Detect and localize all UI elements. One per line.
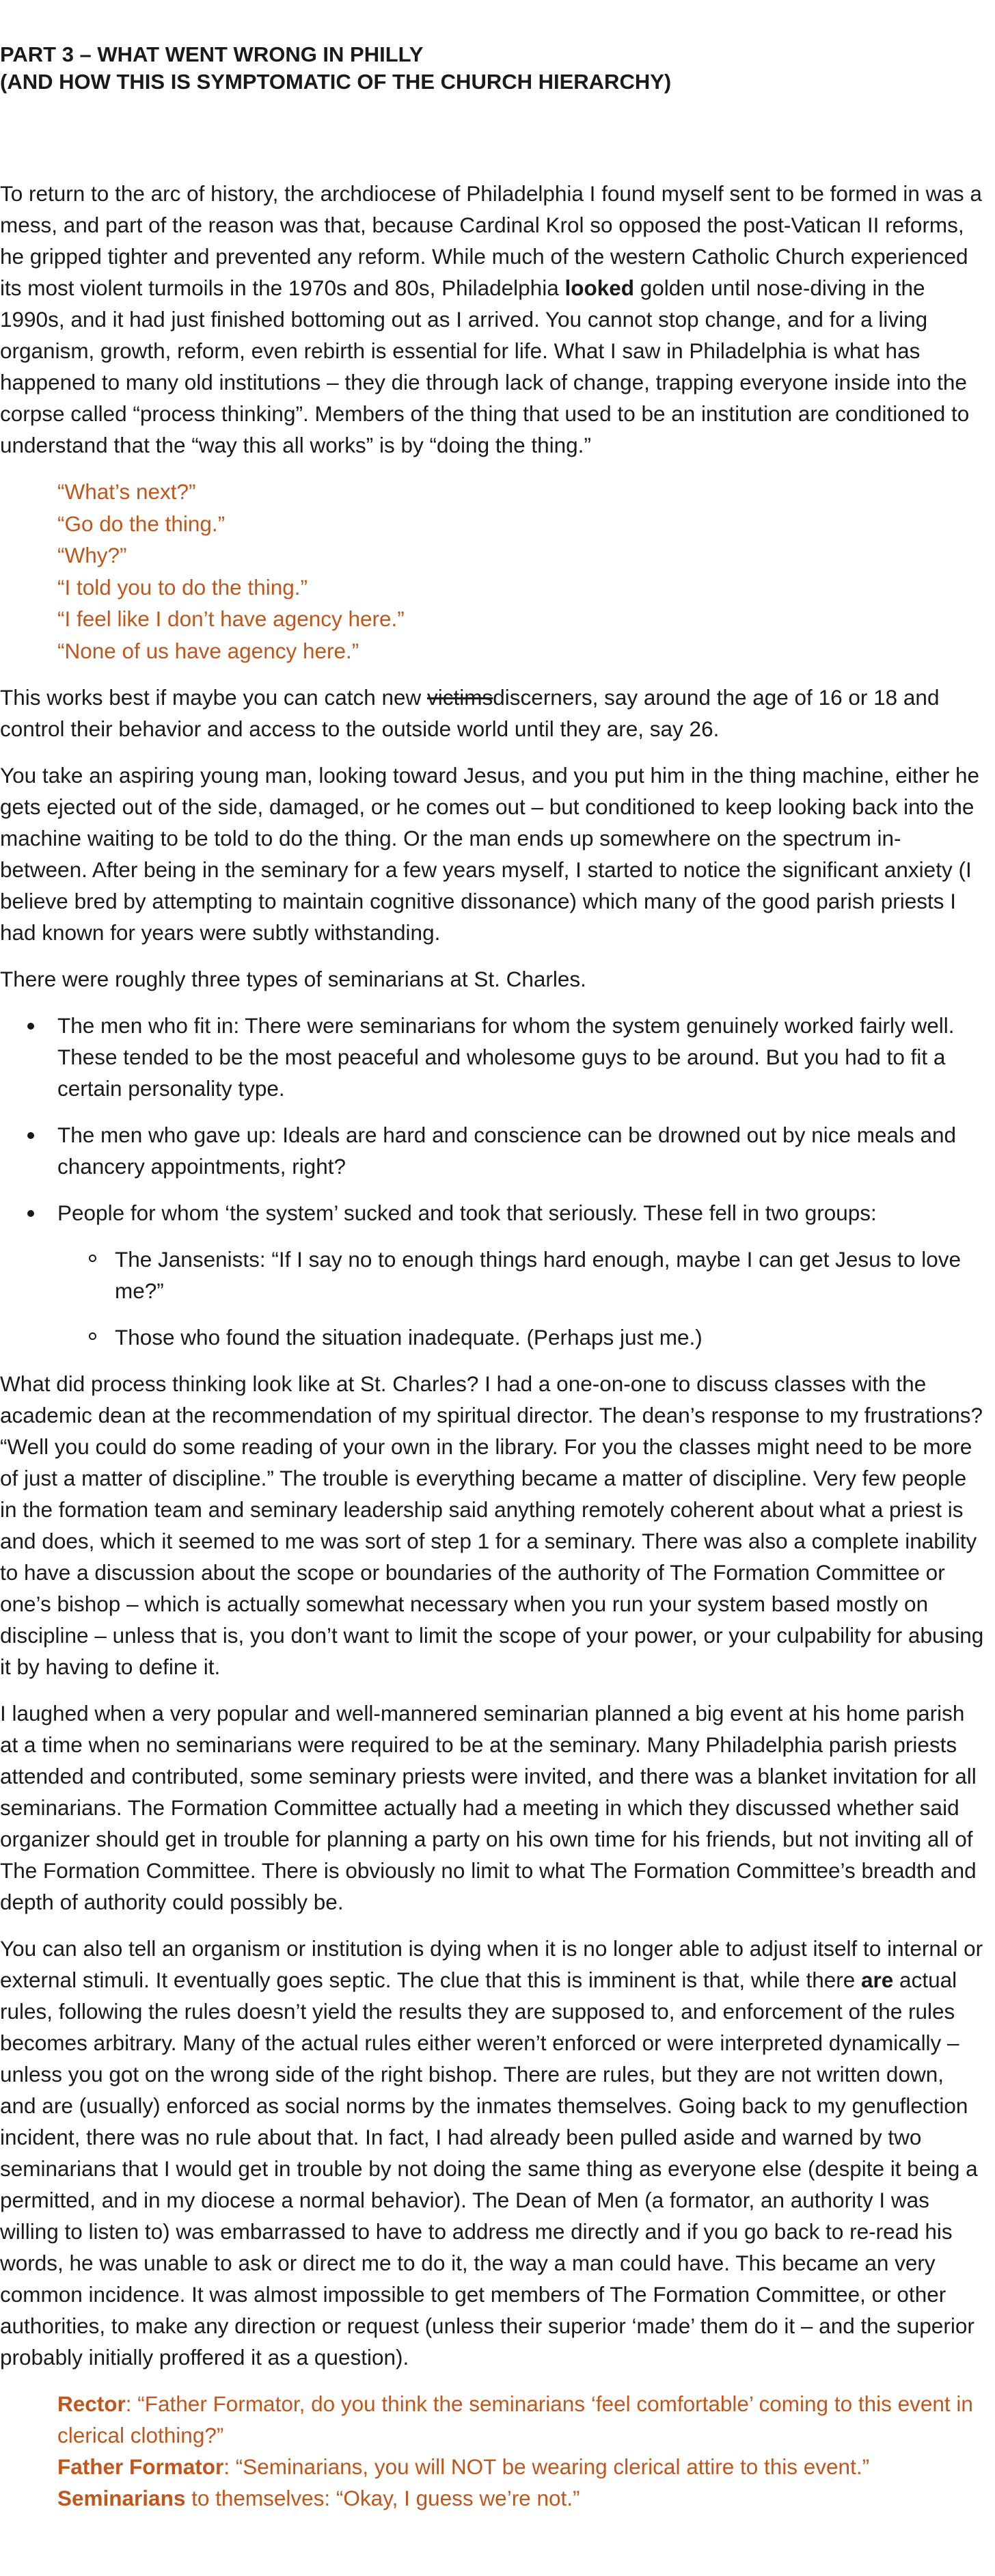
list-item: The men who gave up: Ideals are hard and conscience can be drowned out by nice meals and chancery appointments, right? — [0, 1119, 984, 1182]
sub-list-item: The Jansenists: “If I say no to enough things hard enough, maybe I can get Jesus to love me?” — [57, 1244, 984, 1306]
dialog-line-seminarians: Seminarians to themselves: “Okay, I guess we’re not.” — [57, 2486, 580, 2510]
quote-line: “None of us have agency here.” — [57, 638, 359, 663]
struck-word: victims — [427, 685, 493, 710]
list-item: The men who fit in: There were seminarians for whom the system genuinely worked fairly well. These tended to be the most peaceful and wholesome guys to be around. But you had to fit a certain personality type. — [0, 1010, 984, 1104]
quote-line: “I feel like I don’t have agency here.” — [57, 606, 405, 631]
bullet-circle — [89, 1332, 96, 1340]
bullet-dot — [27, 1023, 34, 1030]
paragraph-three-types: There were roughly three types of seminarians at St. Charles. — [0, 967, 586, 991]
dialog-block — [57, 2388, 984, 2514]
quote-line: “Why?” — [57, 543, 127, 567]
section-heading: PART 3 – WHAT WENT WRONG IN PHILLY (AND HOW THIS IS SYMPTOMATIC OF THE CHURCH HIERARCHY) — [0, 42, 672, 94]
paragraph-formation-committee: I laughed when a very popular and well-mannered seminarian planned a big event at his home parish at a time when no seminarians were required to be at the seminary. Many Philadelphia parish priests attended and contributed, some seminary priests were invited, and there was a blanket invitation for all seminarians. The Formation Committee actually had a meeting in which they discussed whether said organizer should get in trouble for planning a party on his own time for his friends, but not inviting all of The Formation Committee. There is obviously no limit to what The Formation Committee’s breadth and depth of authority could possibly be. — [0, 1701, 977, 1914]
dialog-line-rector: Rector: “Father Formator, do you think the seminarians ‘feel comfortable’ coming to this event in clerical clothing?” — [57, 2391, 973, 2447]
quote-line: “I told you to do the thing.” — [57, 574, 308, 600]
sub-list-item: Those who found the situation inadequate. (Perhaps just me.) — [57, 1321, 984, 1353]
seminarian-types-list — [0, 1010, 984, 1353]
sub-list — [57, 1244, 984, 1353]
quote-line: “Go do the thing.” — [57, 511, 226, 536]
paragraph-archdiocese: To return to the arc of history, the archdiocese of Philadelphia I found myself sent to be formed in was a mess, and part of the reason was that, because Cardinal Krol so opposed the post-Vatican II reforms, he gripped tighter and prevented any reform. While much of the western Catholic Church experienced its most violent turmoils in the 1970s and 80s, Philadelphia looked golden until nose-diving in the 1990s, and it had just finished bottoming out as I arrived. You cannot stop change, and for a living organism, growth, reform, even rebirth is essential for life. What I saw in Philadelphia is what has happened to many old institutions – they die through lack of change, trapping everyone inside into the corpse called “process thinking”. Members of the thing that used to be an institution are conditioned to understand that the “way this all works” is by “doing the thing.” — [0, 181, 982, 457]
dialog-line-formator: Father Formator: “Seminarians, you will NOT be wearing clerical attire to this event.” — [57, 2454, 870, 2479]
paragraph-discerners: This works best if maybe you can catch new victimsdiscerners, say around the age of 16 or 18 and control their behavior and access to the outside world until they are, say 26. — [0, 685, 940, 741]
bullet-dot — [27, 1132, 34, 1139]
paragraph-process-thinking: What did process thinking look like at St. Charles? I had a one-on-one to discuss classes with the academic dean at the recommendation of my spiritual director. The dean’s response to my frustrations? “Well you could do some reading of your own in the library. For you the classes might need to be more of just a matter of discipline.” The trouble is everything became a matter of discipline. Very few people in the formation team and seminary leadership said anything remotely coherent about what a priest is and does, which it seemed to me was sort of step 1 for a seminary. There was also a complete inability to have a discussion about the scope or boundaries of the authority of The Formation Committee or one’s bishop – which is actually somewhat necessary when you run your system based mostly on discipline – unless that is, you don’t want to limit the scope of your power, or your culpability for abusing it by having to define it. — [0, 1371, 984, 1679]
quote-line: “What’s next?” — [57, 479, 196, 504]
bullet-dot — [27, 1210, 34, 1217]
list-item: People for whom ‘the system’ sucked and took that seriously. These fell in two groups: The Jansenists: “If I say no to enough things hard enough, maybe I can get Jesus to love me?” Those who found the situation inadequate. (Perhaps just me.) — [0, 1197, 984, 1353]
spacer — [0, 122, 984, 178]
bullet-circle — [89, 1255, 96, 1262]
dialogue-quotes — [57, 476, 984, 667]
paragraph-dying-institution: You can also tell an organism or institution is dying when it is no longer able to adjust itself to internal or external stimuli. It eventually goes septic. The clue that this is imminent is that, while there are actual rules, following the rules doesn’t yield the results they are supposed to, and enforcement of the rules becomes arbitrary. Many of the actual rules either weren’t enforced or were interpreted dynamically – unless you got on the wrong side of the right bishop. There are rules, but they are not written down, and are (usually) enforced as social norms by the inmates themselves. Going back to my genuflection incident, there was no rule about that. In fact, I had already been pulled aside and warned by two seminarians that I would get in trouble by not doing the same thing as everyone else (despite it being a permitted, and in my diocese a normal behavior). The Dean of Men (a formator, an authority I was willing to listen to) was embarrassed to have to address me directly and if you go back to re-read his words, he was unable to ask or direct me to do it, the way a man could have. This became an very common incidence. It was almost impossible to get members of The Formation Committee, or other authorities, to make any direction or request (unless their superior ‘made’ them do it – and the superior probably initially proffered it as a question). — [0, 1936, 983, 2370]
paragraph-thing-machine: You take an aspiring young man, looking toward Jesus, and you put him in the thing machine, either he gets ejected out of the side, damaged, or he comes out – but conditioned to keep looking back into the machine waiting to be told to do the thing. Or the man ends up somewhere on the spectrum in-between. After being in the seminary for a few years myself, I started to notice the significant anxiety (I believe bred by attempting to maintain cognitive dissonance) which many of the good parish priests I had known for years were subtly withstanding. — [0, 763, 979, 945]
